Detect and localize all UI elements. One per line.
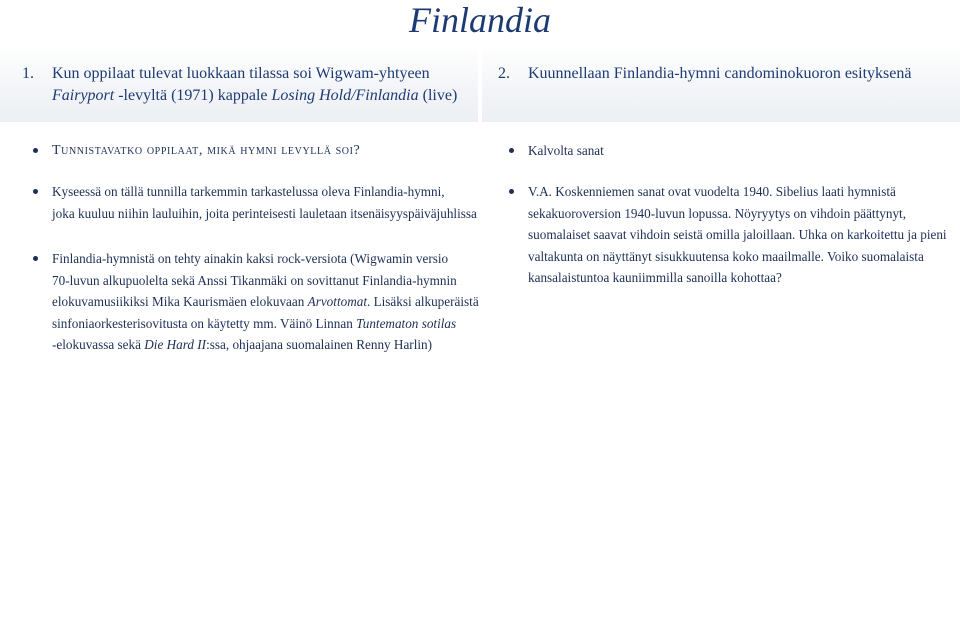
- rock-versions-line4: [52, 313, 492, 335]
- history-line4: valtakunta on näyttänyt sisukkuutensa koko maailmalle. Voiko suomalaista: [528, 248, 924, 264]
- bullet-icon: [33, 256, 38, 261]
- left-heading-number: 1.: [22, 65, 34, 82]
- film-title-arvottomat: Arvottomat: [307, 294, 367, 309]
- history-line3: suomalaiset saavat vihdoin seistä omilla jaloillaan. Uhka on karkoitettu ja pieni: [528, 227, 947, 242]
- rock-versions-line5c: :ssa, ohjaajana suomalainen Renny Harlin): [206, 337, 433, 352]
- left-bullet-rock-versions: [30, 248, 492, 356]
- history-line1: V.A. Koskenniemen sanat ovat vuodelta 1940. Sibelius laati hymnistä: [528, 184, 896, 199]
- hymn-info-line1: Kyseessä on tällä tunnilla tarkemmin tarkastelussa oleva Finlandia-hymni,: [52, 184, 445, 199]
- right-bullet-history: [506, 181, 960, 289]
- rock-versions-line3a: elokuvamusiikiksi Mika Kaurismäen elokuvaan: [52, 294, 308, 309]
- rock-versions-line5: [52, 334, 492, 356]
- bullet-icon: [33, 189, 38, 194]
- song-title: Losing Hold/Finlandia: [271, 87, 419, 104]
- history-line5: kansalaistuntoa kauniimmilla sanoilla kohottaa?: [528, 270, 782, 285]
- left-heading-line2-end: (live): [418, 87, 458, 104]
- right-bullet-lyrics: [506, 140, 960, 162]
- rock-versions-line1: Finlandia-hymnistä on tehty ainakin kaksi rock-versiota (Wigwamin versio: [52, 251, 449, 266]
- left-heading-line2-mid: -levyltä (1971) kappale: [114, 87, 272, 104]
- bullet-icon: [509, 189, 514, 194]
- film-title-die-hard: Die Hard II: [144, 337, 207, 352]
- page-title: Finlandia: [409, 0, 551, 40]
- right-heading: [498, 63, 948, 85]
- question-text: Tunnistavatko oppilaat, mikä hymni levyllä soi?: [52, 143, 361, 158]
- right-heading-number: 2.: [498, 65, 510, 82]
- bullet-icon: [33, 148, 38, 153]
- rock-versions-line2: 70-luvun alkupuolelta sekä Anssi Tikanmäki on sovittanut Finlandia-hymnin: [52, 272, 457, 288]
- rock-versions-line4a: sinfoniaorkesterisovitusta on käytetty mm. Väinö Linnan: [52, 315, 357, 331]
- rock-versions-line3c: . Lisäksi alkuperäistä: [366, 294, 479, 309]
- bullet-icon: [509, 148, 514, 153]
- left-bullet-hymn-info: [30, 181, 492, 224]
- rock-versions-line3: [52, 291, 492, 313]
- left-heading: [22, 63, 472, 107]
- left-bullet-question: [30, 140, 492, 162]
- history-line2: sekakuoroversion 1940-luvun lopussa. Nöyryytys on vihdoin päättynyt,: [528, 205, 907, 221]
- lyrics-text: Kalvolta sanat: [528, 143, 604, 158]
- rock-versions-line5a: -elokuvassa sekä: [52, 337, 145, 352]
- left-heading-line1: Kun oppilaat tulevat luokkaan tilassa soi Wigwam-yhtyeen: [52, 65, 430, 82]
- right-heading-text: Kuunnellaan Finlandia-hymni candominokuoron esityksenä: [528, 65, 912, 82]
- hymn-info-line2: joka kuuluu niihin lauluihin, joita perinteisesti lauletaan itsenäisyyspäiväjuhlissa: [52, 205, 477, 221]
- film-title-tuntematon: Tuntematon sotilas: [356, 315, 457, 331]
- album-title: Fairyport: [52, 87, 115, 104]
